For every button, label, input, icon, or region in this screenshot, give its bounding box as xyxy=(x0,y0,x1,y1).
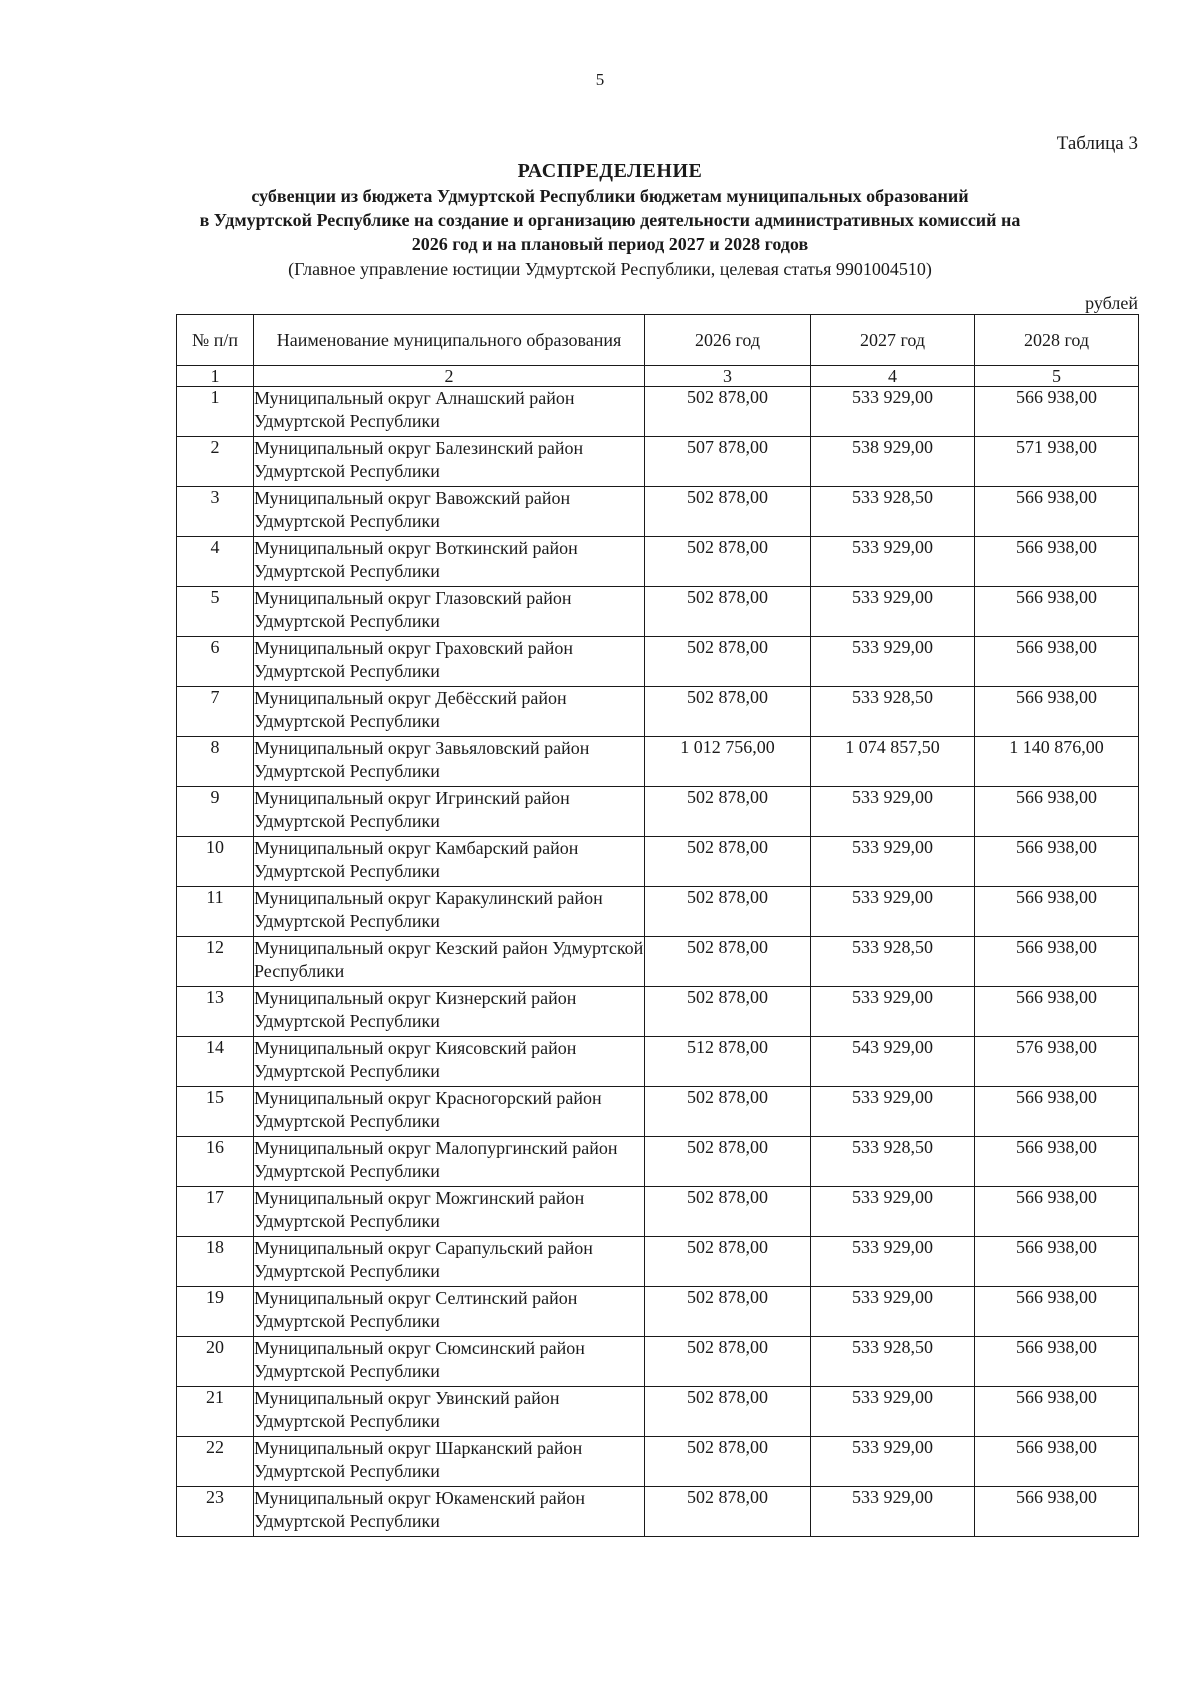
column-index: 5 xyxy=(975,366,1139,387)
value-2027: 533 928,50 xyxy=(811,1137,975,1187)
table-row xyxy=(177,387,1139,437)
value-2028: 571 938,00 xyxy=(975,437,1139,487)
table-body xyxy=(177,387,1139,1537)
municipality-name: Муниципальный округ Кезский район Удмуртской Республики xyxy=(254,937,645,987)
value-2028: 566 938,00 xyxy=(975,387,1139,437)
row-number: 17 xyxy=(177,1187,254,1237)
municipality-name: Муниципальный округ Увинский район Удмуртской Республики xyxy=(254,1387,645,1437)
table-row xyxy=(177,1087,1139,1137)
row-number: 10 xyxy=(177,837,254,887)
row-number: 12 xyxy=(177,937,254,987)
column-index: 2 xyxy=(254,366,645,387)
row-number: 20 xyxy=(177,1337,254,1387)
value-2026: 502 878,00 xyxy=(645,987,811,1037)
value-2027: 533 929,00 xyxy=(811,587,975,637)
row-number: 4 xyxy=(177,537,254,587)
header-2028: 2028 год xyxy=(975,315,1139,366)
value-2026: 502 878,00 xyxy=(645,687,811,737)
table-row xyxy=(177,1237,1139,1287)
value-2027: 533 929,00 xyxy=(811,387,975,437)
value-2027: 533 929,00 xyxy=(811,1087,975,1137)
value-2026: 502 878,00 xyxy=(645,1387,811,1437)
row-number: 15 xyxy=(177,1087,254,1137)
value-2026: 502 878,00 xyxy=(645,487,811,537)
row-number: 14 xyxy=(177,1037,254,1087)
table-row xyxy=(177,1437,1139,1487)
municipality-name: Муниципальный округ Каракулинский район Удмуртской Республики xyxy=(254,887,645,937)
table-row xyxy=(177,1487,1139,1537)
header-num: № п/п xyxy=(177,315,254,366)
value-2026: 502 878,00 xyxy=(645,1487,811,1537)
row-number: 18 xyxy=(177,1237,254,1287)
municipality-name: Муниципальный округ Граховский район Удмуртской Республики xyxy=(254,637,645,687)
heading-line-2: в Удмуртской Республике на создание и организацию деятельности административных комиссий на xyxy=(199,210,1021,230)
row-number: 7 xyxy=(177,687,254,737)
unit-label: рублей xyxy=(1085,293,1138,313)
table-label: Таблица 3 xyxy=(1056,133,1138,154)
header-2026: 2026 год xyxy=(645,315,811,366)
value-2028: 566 938,00 xyxy=(975,487,1139,537)
page-number: 5 xyxy=(595,70,605,89)
row-number: 23 xyxy=(177,1487,254,1537)
column-index: 1 xyxy=(177,366,254,387)
heading-title: РАСПРЕДЕЛЕНИЕ xyxy=(517,160,703,182)
row-number: 19 xyxy=(177,1287,254,1337)
value-2028: 566 938,00 xyxy=(975,1137,1139,1187)
value-2026: 502 878,00 xyxy=(645,537,811,587)
row-number: 5 xyxy=(177,587,254,637)
table-row xyxy=(177,587,1139,637)
value-2028: 566 938,00 xyxy=(975,887,1139,937)
value-2028: 566 938,00 xyxy=(975,1437,1139,1487)
value-2027: 533 929,00 xyxy=(811,1187,975,1237)
row-number: 9 xyxy=(177,787,254,837)
value-2026: 502 878,00 xyxy=(645,837,811,887)
table-row xyxy=(177,637,1139,687)
table-row xyxy=(177,1387,1139,1437)
row-number: 16 xyxy=(177,1137,254,1187)
value-2027: 533 929,00 xyxy=(811,787,975,837)
table-row xyxy=(177,987,1139,1037)
value-2026: 507 878,00 xyxy=(645,437,811,487)
value-2028: 566 938,00 xyxy=(975,1487,1139,1537)
municipality-name: Муниципальный округ Кизнерский район Удмуртской Республики xyxy=(254,987,645,1037)
value-2028: 566 938,00 xyxy=(975,1337,1139,1387)
value-2027: 533 929,00 xyxy=(811,637,975,687)
value-2026: 502 878,00 xyxy=(645,1087,811,1137)
row-number: 22 xyxy=(177,1437,254,1487)
distribution-table xyxy=(176,314,1139,1537)
table-row xyxy=(177,1337,1139,1387)
table-row xyxy=(177,437,1139,487)
row-number: 6 xyxy=(177,637,254,687)
table-row xyxy=(177,1287,1139,1337)
value-2028: 566 938,00 xyxy=(975,1087,1139,1137)
municipality-name: Муниципальный округ Селтинский район Удмуртской Республики xyxy=(254,1287,645,1337)
column-index-row xyxy=(177,366,1139,387)
municipality-name: Муниципальный округ Камбарский район Удмуртской Республики xyxy=(254,837,645,887)
value-2026: 502 878,00 xyxy=(645,587,811,637)
header-name: Наименование муниципального образования xyxy=(254,315,645,366)
municipality-name: Муниципальный округ Сарапульский район Удмуртской Республики xyxy=(254,1237,645,1287)
value-2027: 533 929,00 xyxy=(811,887,975,937)
value-2026: 502 878,00 xyxy=(645,1287,811,1337)
municipality-name: Муниципальный округ Завьяловский район Удмуртской Республики xyxy=(254,737,645,787)
municipality-name: Муниципальный округ Киясовский район Удмуртской Республики xyxy=(254,1037,645,1087)
municipality-name: Муниципальный округ Малопургинский район Удмуртской Республики xyxy=(254,1137,645,1187)
column-index: 4 xyxy=(811,366,975,387)
table-row xyxy=(177,937,1139,987)
municipality-name: Муниципальный округ Алнашский район Удмуртской Республики xyxy=(254,387,645,437)
value-2027: 533 928,50 xyxy=(811,937,975,987)
municipality-name: Муниципальный округ Можгинский район Удмуртской Республики xyxy=(254,1187,645,1237)
municipality-name: Муниципальный округ Вавожский район Удмуртской Республики xyxy=(254,487,645,537)
value-2028: 566 938,00 xyxy=(975,587,1139,637)
value-2027: 533 928,50 xyxy=(811,487,975,537)
table-row xyxy=(177,537,1139,587)
heading-note: (Главное управление юстиции Удмуртской Республики, целевая статья 9901004510) xyxy=(288,259,932,279)
municipality-name: Муниципальный округ Шарканский район Удмуртской Республики xyxy=(254,1437,645,1487)
value-2026: 502 878,00 xyxy=(645,937,811,987)
value-2028: 566 938,00 xyxy=(975,1287,1139,1337)
value-2028: 566 938,00 xyxy=(975,537,1139,587)
value-2027: 543 929,00 xyxy=(811,1037,975,1087)
value-2026: 502 878,00 xyxy=(645,1137,811,1187)
value-2027: 533 929,00 xyxy=(811,1237,975,1287)
value-2027: 1 074 857,50 xyxy=(811,737,975,787)
value-2026: 512 878,00 xyxy=(645,1037,811,1087)
table-row xyxy=(177,887,1139,937)
heading-line-1: субвенции из бюджета Удмуртской Республики бюджетам муниципальных образований xyxy=(251,186,969,206)
value-2028: 566 938,00 xyxy=(975,1187,1139,1237)
row-number: 1 xyxy=(177,387,254,437)
value-2028: 566 938,00 xyxy=(975,687,1139,737)
row-number: 21 xyxy=(177,1387,254,1437)
value-2026: 502 878,00 xyxy=(645,387,811,437)
municipality-name: Муниципальный округ Глазовский район Удмуртской Республики xyxy=(254,587,645,637)
table-row xyxy=(177,787,1139,837)
row-number: 8 xyxy=(177,737,254,787)
table-row xyxy=(177,1137,1139,1187)
column-index: 3 xyxy=(645,366,811,387)
heading-line-3: 2026 год и на плановый период 2027 и 2028 годов xyxy=(411,234,809,254)
row-number: 2 xyxy=(177,437,254,487)
value-2028: 566 938,00 xyxy=(975,937,1139,987)
value-2028: 566 938,00 xyxy=(975,837,1139,887)
value-2028: 1 140 876,00 xyxy=(975,737,1139,787)
value-2027: 533 929,00 xyxy=(811,1437,975,1487)
table-row xyxy=(177,1187,1139,1237)
table-row xyxy=(177,687,1139,737)
value-2027: 533 929,00 xyxy=(811,1487,975,1537)
value-2026: 502 878,00 xyxy=(645,1187,811,1237)
row-number: 11 xyxy=(177,887,254,937)
value-2026: 502 878,00 xyxy=(645,1237,811,1287)
municipality-name: Муниципальный округ Игринский район Удмуртской Республики xyxy=(254,787,645,837)
value-2028: 566 938,00 xyxy=(975,1387,1139,1437)
value-2026: 502 878,00 xyxy=(645,1337,811,1387)
value-2026: 502 878,00 xyxy=(645,887,811,937)
header-2027: 2027 год xyxy=(811,315,975,366)
municipality-name: Муниципальный округ Юкаменский район Удмуртской Республики xyxy=(254,1487,645,1537)
municipality-name: Муниципальный округ Сюмсинский район Удмуртской Республики xyxy=(254,1337,645,1387)
value-2027: 533 929,00 xyxy=(811,987,975,1037)
value-2026: 502 878,00 xyxy=(645,637,811,687)
value-2027: 533 929,00 xyxy=(811,1287,975,1337)
table-header-row xyxy=(177,315,1139,366)
value-2028: 576 938,00 xyxy=(975,1037,1139,1087)
table-row xyxy=(177,837,1139,887)
municipality-name: Муниципальный округ Балезинский район Удмуртской Республики xyxy=(254,437,645,487)
value-2028: 566 938,00 xyxy=(975,787,1139,837)
table-row xyxy=(177,487,1139,537)
municipality-name: Муниципальный округ Красногорский район Удмуртской Республики xyxy=(254,1087,645,1137)
value-2027: 533 929,00 xyxy=(811,1387,975,1437)
value-2027: 538 929,00 xyxy=(811,437,975,487)
document-heading xyxy=(140,158,1080,282)
value-2028: 566 938,00 xyxy=(975,1237,1139,1287)
municipality-name: Муниципальный округ Воткинский район Удмуртской Республики xyxy=(254,537,645,587)
row-number: 13 xyxy=(177,987,254,1037)
value-2027: 533 929,00 xyxy=(811,837,975,887)
value-2026: 502 878,00 xyxy=(645,1437,811,1487)
value-2027: 533 928,50 xyxy=(811,1337,975,1387)
row-number: 3 xyxy=(177,487,254,537)
value-2028: 566 938,00 xyxy=(975,637,1139,687)
table-row xyxy=(177,737,1139,787)
value-2028: 566 938,00 xyxy=(975,987,1139,1037)
table-row xyxy=(177,1037,1139,1087)
value-2027: 533 929,00 xyxy=(811,537,975,587)
value-2026: 1 012 756,00 xyxy=(645,737,811,787)
value-2027: 533 928,50 xyxy=(811,687,975,737)
value-2026: 502 878,00 xyxy=(645,787,811,837)
municipality-name: Муниципальный округ Дебёсский район Удмуртской Республики xyxy=(254,687,645,737)
